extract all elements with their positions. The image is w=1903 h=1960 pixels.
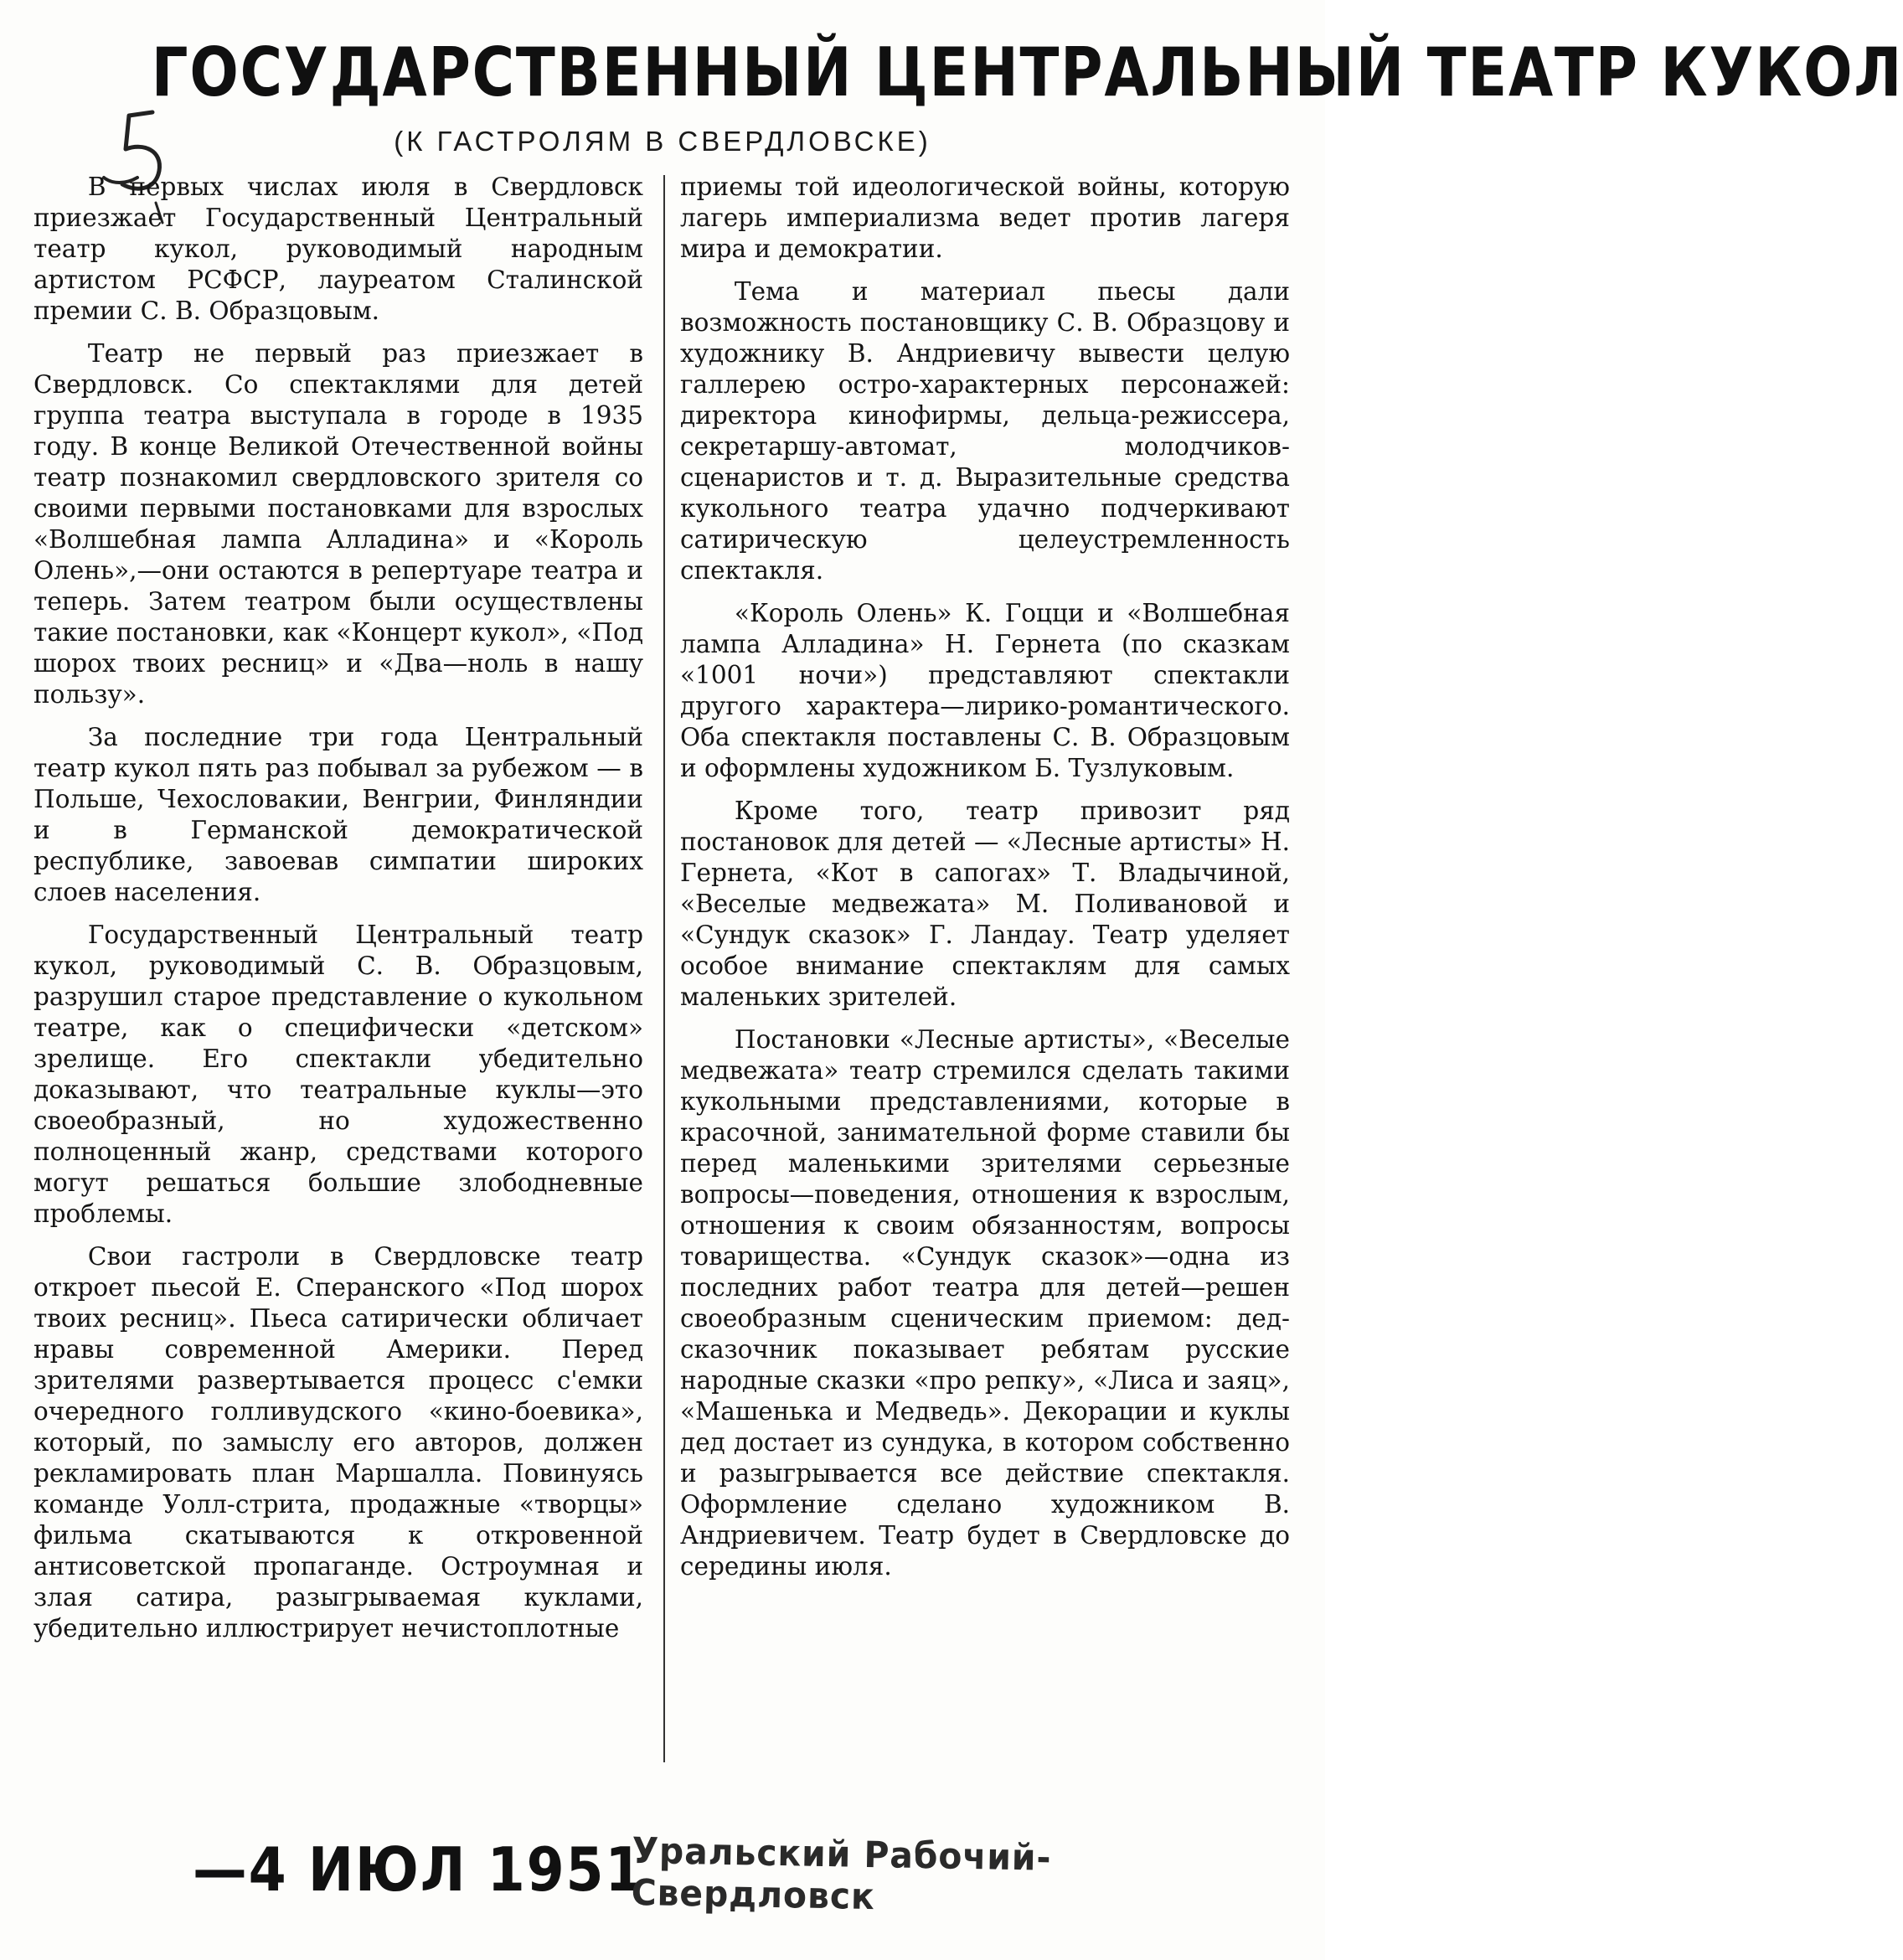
paragraph: В первых числах июля в Свердловск приезжает Государственный Центральный театр кукол, руководимый народным артистом РСФСР, лауреатом Сталинской премии С. В. Образцовым.	[34, 173, 643, 325]
paragraph: Свои гастроли в Свердловске театр откроет пьесой Е. Сперанского «Под шорох твоих ресниц». Пьеса сатирически обличает нравы современной Америки. Перед зрителями развертывается процесс с'емки очередного голливудского «кино-боевика», который, по замыслу его авторов, должен рекламировать план Маршалла. Повинуясь команде Уолл-стрита, продажные «творцы» фильма скатываются к откровенной антисоветской пропаганде. Остроумная и злая сатира, разыгрываемая куклами, убедительно иллюстрирует нечистоплотные	[34, 1242, 643, 1643]
paragraph: Театр не первый раз приезжает в Свердловск. Со спектаклями для детей группа театра выступала в городе в 1935 году. В конце Великой Отечественной войны театр познакомил свердловского зрителя со своими первыми постановками для взрослых «Волшебная лампа Алладина» и «Король Олень»,—они остаются в репертуаре театра и теперь. Затем театром были осуществлены такие постановки, как «Концерт кукол», «Под шорох твоих ресниц» и «Два—ноль в нашу пользу».	[34, 339, 643, 709]
paragraph: За последние три года Центральный театр кукол пять раз побывал за рубежом — в Польше, Чехословакии, Венгрии, Финляндии и в Германской демократической республике, завоевав симпатии широких слоев населения.	[34, 723, 643, 906]
left-column	[34, 172, 643, 1767]
article-body	[34, 172, 1290, 1767]
paragraph: «Король Олень» К. Гоцци и «Волшебная лампа Алладина» Н. Гернета (по сказкам «1001 ночи») представляют спектакли другого характера—лирико-романтического. Оба спектакля поставлены С. В. Образцовым и оформлены художником Б. Тузлуковым.	[680, 599, 1290, 782]
column-divider	[663, 175, 665, 1762]
paragraph: Тема и материал пьесы дали возможность постановщику С. В. Образцову и художнику В. Андриевичу вывести целую галлерею остро-характерных персонажей: директора кинофирмы, дельца-режиссера, секретаршу-автомат, молодчиков-сценаристов и т. д. Выразительные средства кукольного театра удачно подчеркивают сатирическую целеустремленность спектакля.	[680, 277, 1290, 585]
paragraph: Постановки «Лесные артисты», «Веселые медвежата» театр стремился сделать такими кукольными представлениями, которые в красочной, занимательной форме ставили бы перед маленькими зрителями серьезные вопросы—поведения, отношения к взрослым, отношения к своим обязанностям, вопросы товарищества. «Сундук сказок»—одна из последних работ театра для детей—решен своеобразным сценическим приемом: дед-сказочник показывает ребятам русские народные сказки «про репку», «Лиса и заяц», «Машенька и Медведь». Декорации и куклы дед достает из сундука, в котором собственно и разыгрывается все действие спектакля. Оформление сделано художником В. Андриевичем. Театр будет в Свердловске до середины июля.	[680, 1025, 1290, 1581]
headline: ГОСУДАРСТВЕННЫЙ ЦЕНТРАЛЬНЫЙ ТЕАТР КУКОЛ	[151, 34, 1903, 111]
source-stamp: Уральский Рабочий-Свердловск	[631, 1830, 1052, 1919]
right-column	[680, 172, 1290, 1767]
paragraph: приемы той идеологической войны, которую лагерь империализма ведет против лагеря мира и демократии.	[680, 173, 1290, 263]
subheadline: (К ГАСТРОЛЯМ В СВЕРДЛОВСКЕ)	[394, 126, 931, 157]
paragraph: Кроме того, театр привозит ряд постановок для детей — «Лесные артисты» Н. Гернета, «Кот в сапогах» Т. Владычиной, «Веселые медвежата» М. Поливановой и «Сундук сказок» Г. Ландау. Театр уделяет особое внимание спектаклям для самых маленьких зрителей.	[680, 797, 1290, 1011]
date-stamp: —4 ИЮЛ 1951	[193, 1834, 645, 1905]
paragraph: Государственный Центральный театр кукол, руководимый С. В. Образцовым, разрушил старое представление о кукольном театре, как о специфически «детском» зрелище. Его спектакли убедительно доказывают, что театральные куклы—это своеобразный, но художественно полноценный жанр, средствами которого могут решаться большие злободневные проблемы.	[34, 921, 643, 1228]
